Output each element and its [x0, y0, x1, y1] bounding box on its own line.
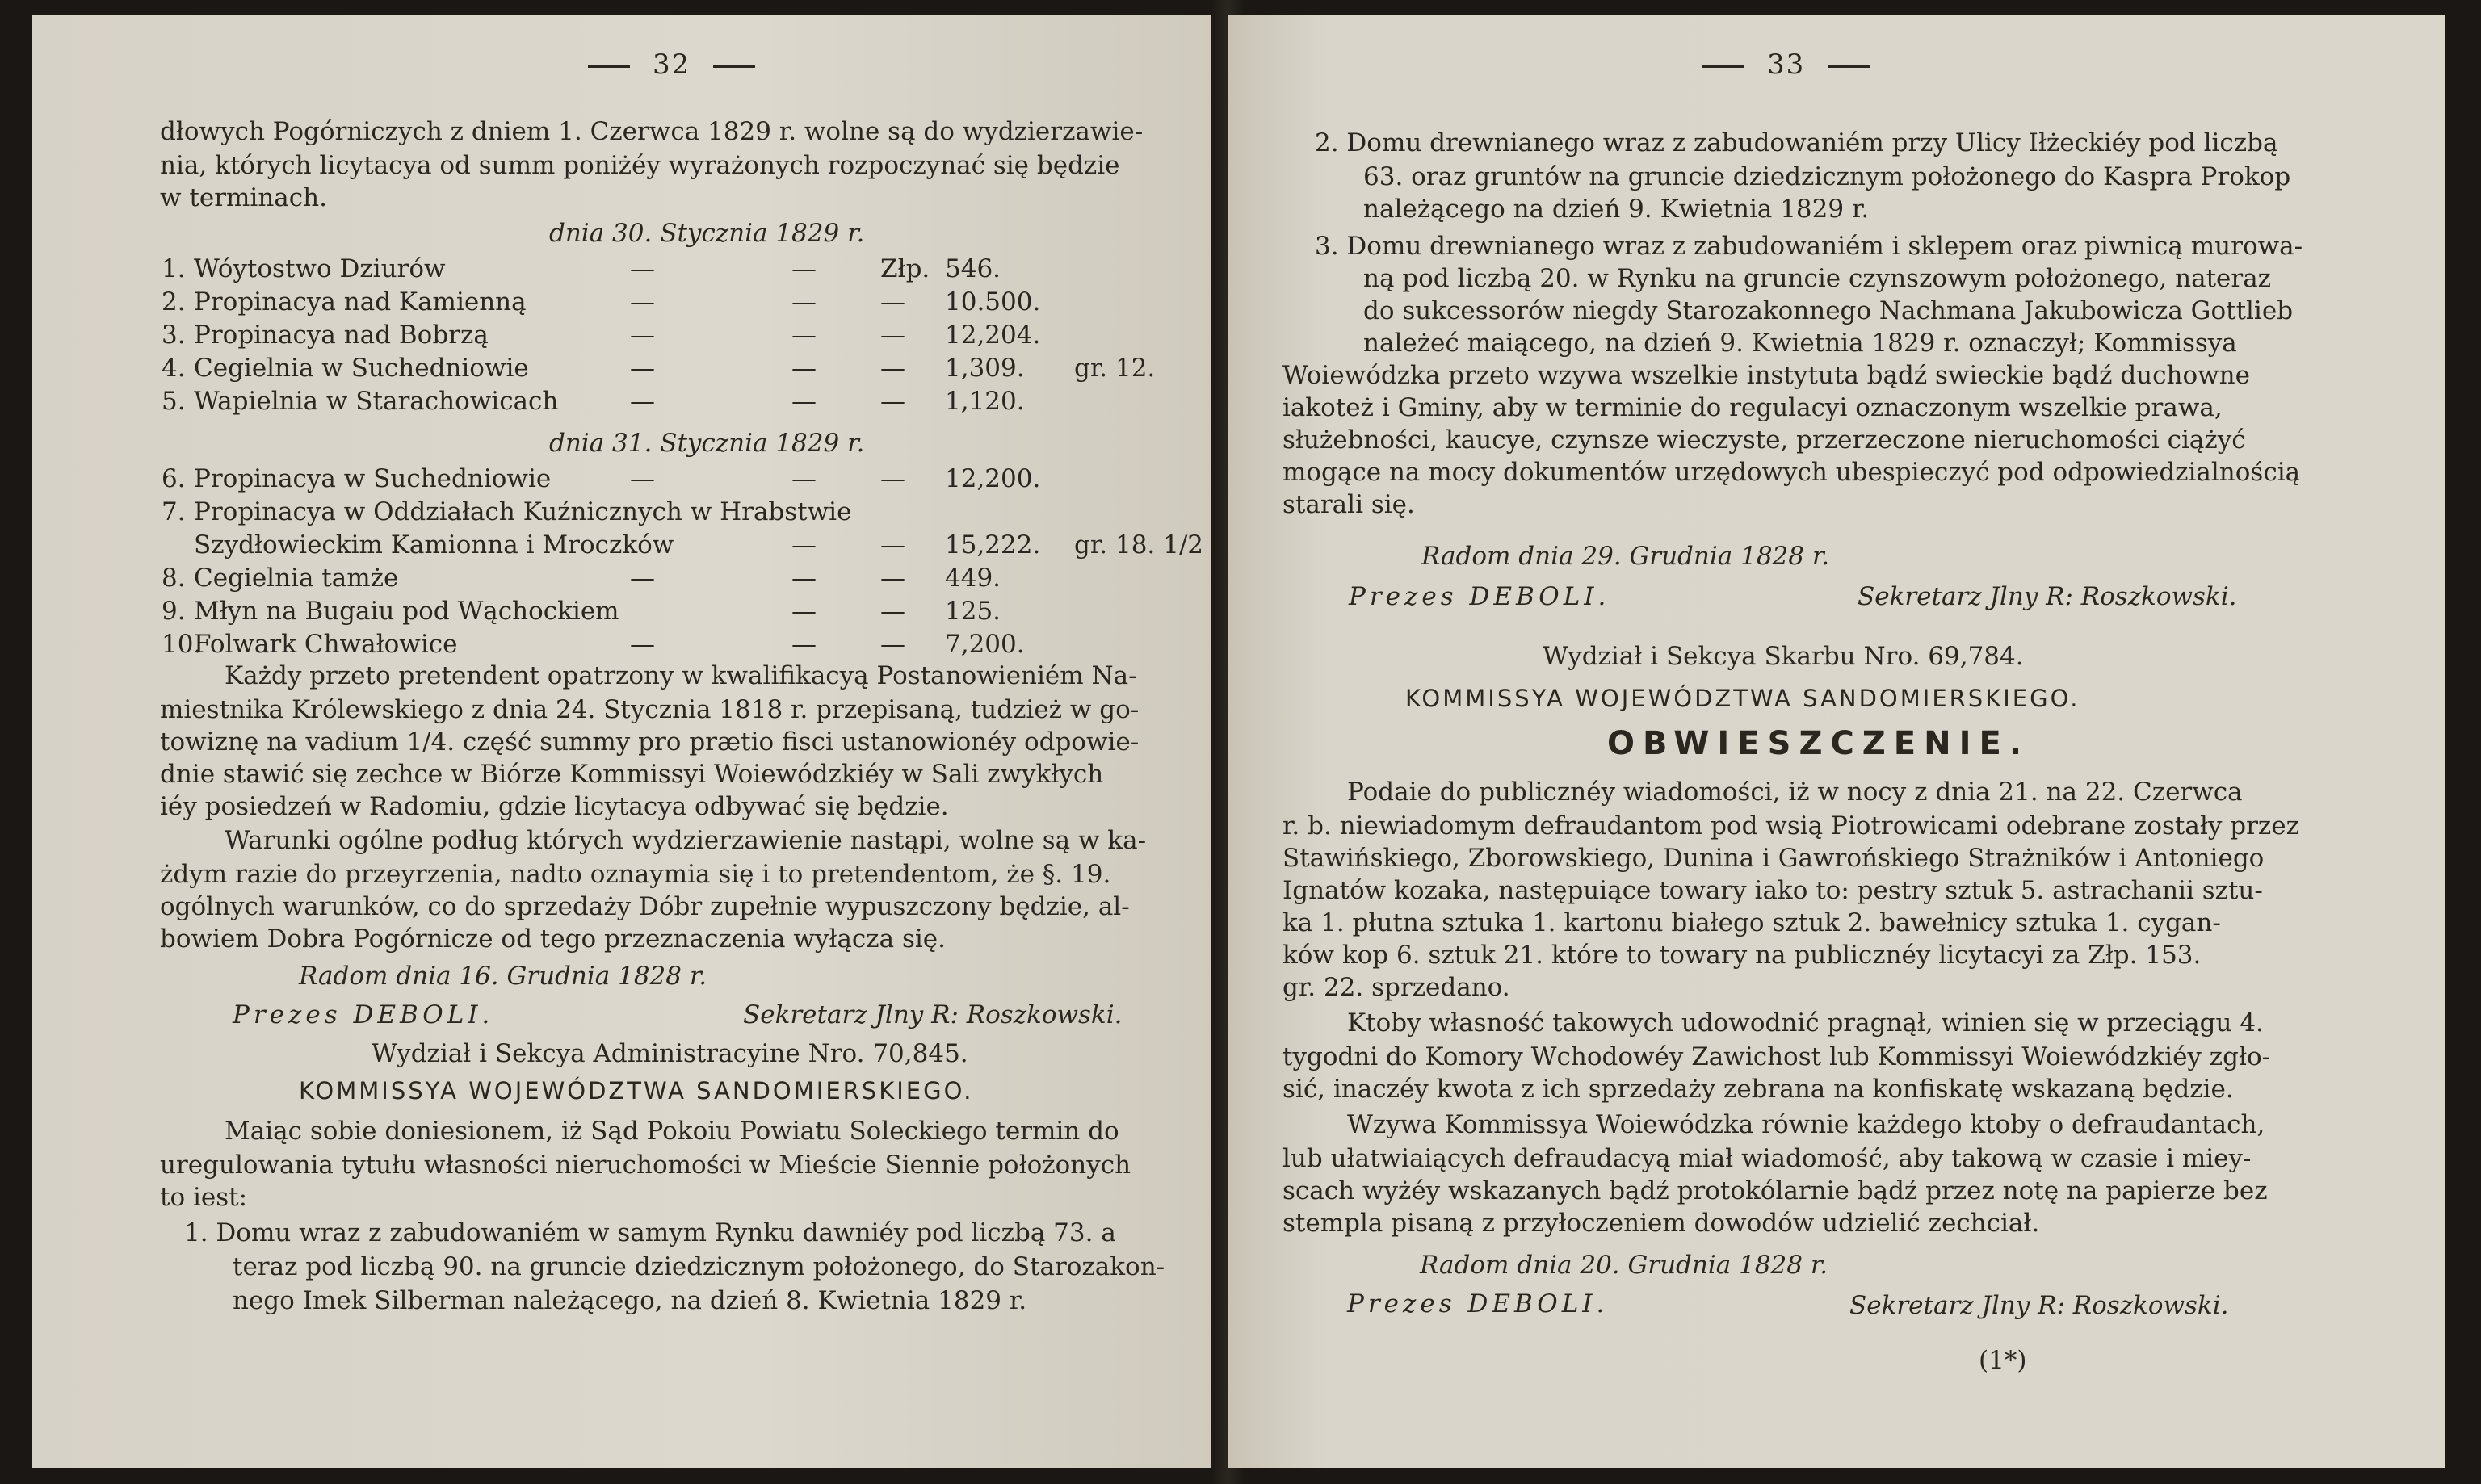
body-line: stempla pisaną z przyłoczeniem dowodów udzielić zechciał.: [1282, 1209, 2040, 1238]
item-number: 1.: [162, 254, 186, 283]
body-line: mogące na mocy dokumentów urzędowych ubespieczyć pod odpowiedzialnością: [1282, 458, 2301, 487]
body-line: Maiąc sobie doniesionem, iż Sąd Pokoiu Powiatu Soleckiego termin do: [225, 1117, 1119, 1146]
body-line: żdym razie do przeyrzenia, nadto oznaymia się i to pretendentom, że §. 19.: [160, 860, 1111, 889]
dash-col: —: [630, 354, 655, 383]
item-number: 8.: [162, 564, 186, 593]
dash-col: —: [791, 287, 817, 317]
groszy: gr. 12.: [1074, 354, 1156, 383]
item-name: Propinacya nad Kamienną: [194, 287, 527, 317]
president-signature: Prezes DEBOLI.: [1349, 582, 1610, 611]
amount: 125.: [945, 597, 1001, 626]
currency: —: [880, 630, 905, 659]
dash-col: —: [791, 387, 817, 416]
body-line: scach wyżéy wskazanych bądź protokólarnie bądź przez notę na papierze bez: [1282, 1176, 2268, 1205]
right-page-number: 33: [1680, 48, 1892, 81]
item-number: 6.: [162, 464, 186, 493]
amount: 546.: [945, 254, 1001, 283]
auction-item-row: [32, 287, 1163, 317]
body-line: nego Imek Silberman należącego, na dzień 8. Kwietnia 1829 r.: [233, 1286, 1027, 1315]
dash-col: —: [630, 387, 655, 416]
groszy: gr. 18. 1/2: [1074, 530, 1204, 560]
currency: —: [880, 564, 905, 593]
item-name: Folwark Chwałowice: [194, 630, 458, 659]
item-number: 4.: [162, 354, 186, 383]
dash-col: —: [630, 321, 655, 350]
auction-item-row: [32, 596, 1163, 627]
body-line: 3. Domu drewnianego wraz z zabudowaniém i sklepem oraz piwnicą murowa-: [1315, 232, 2303, 261]
secretary-signature: Sekretarz Jlny R: Roszkowski.: [743, 1000, 1123, 1029]
president-signature: Prezes DEBOLI.: [233, 1000, 494, 1029]
intro-line: w terminach.: [160, 183, 327, 212]
body-line: Woiewódzka przeto wzywa wszelkie instytuta bądź swieckie bądź duchowne: [1282, 361, 2250, 390]
auction-item-row: [32, 320, 1163, 350]
dash-col: —: [630, 254, 655, 283]
body-line: to iest:: [160, 1183, 248, 1212]
body-line: Każdy przeto pretendent opatrzony w kwalifikacyą Postanowieniém Na-: [225, 661, 1137, 690]
body-line: iakoteż i Gminy, aby w terminie do regulacyi oznaczonym wszelkie prawa,: [1282, 393, 2223, 422]
auction-date-2: dnia 31. Stycznia 1829 r.: [549, 429, 865, 458]
body-line: ków kop 6. sztuk 21. które to towary na publicznéy licytacyi za Złp. 153.: [1282, 941, 2202, 970]
intro-line: dłowych Pogórniczych z dniem 1. Czerwca 1829 r. wolne są do wydzierzawie-: [160, 117, 1144, 146]
auction-item-row: [32, 254, 1163, 284]
commission-heading: KOMMISSYA WOJEWÓDZTWA SANDOMIERSKIEGO.: [1405, 685, 2080, 712]
body-line: ogólnych warunków, co do sprzedaży Dóbr zupełnie wypuszczony będzie, al-: [160, 892, 1130, 921]
item-name: Cegielnia tamże: [194, 564, 399, 593]
secretary-signature: Sekretarz Jlny R: Roszkowski.: [1849, 1291, 2229, 1320]
currency: —: [880, 287, 905, 317]
auction-item-row: [32, 629, 1163, 660]
dash-col: —: [791, 597, 817, 626]
amount: 12,200.: [945, 464, 1041, 493]
body-line: 63. oraz gruntów na gruncie dziedzicznym położonego do Kaspra Prokop: [1363, 162, 2291, 191]
signature-mark: (1*): [1979, 1346, 2027, 1375]
commission-heading: KOMMISSYA WOJEWÓDZTWA SANDOMIERSKIEGO.: [299, 1077, 974, 1105]
item-name: Propinacya w Suchedniowie: [194, 464, 552, 493]
auction-item-row: [32, 497, 1163, 527]
department-line: Wydział i Sekcya Skarbu Nro. 69,784.: [1543, 642, 2024, 671]
body-line: miestnika Królewskiego z dnia 24. Stycznia 1818 r. przepisaną, tudzież w go-: [160, 695, 1140, 724]
place-date: Radom dnia 29. Grudnia 1828 r.: [1421, 542, 1830, 571]
dash-col: —: [630, 287, 655, 317]
amount: 1,120.: [945, 387, 1025, 416]
body-line: dnie stawić się zechce w Biórze Kommissyi Woiewódzkiéy w Sali zwykłych: [160, 760, 1104, 789]
auction-item-row: [32, 530, 1204, 560]
auction-item-row: [32, 563, 1163, 593]
body-line: uregulowania tytułu własności nieruchomości w Mieście Siennie położonych: [160, 1151, 1131, 1180]
amount: 449.: [945, 564, 1001, 593]
body-line: do sukcessorów niegdy Starozakonnego Nachmana Jakubowicza Gottlieb: [1363, 296, 2294, 325]
amount: 1,309.: [945, 354, 1025, 383]
body-line: r. b. niewiadomym defraudantom pod wsią Piotrowicami odebrane zostały przez: [1282, 811, 2299, 841]
body-line: lub ułatwiaiących defraudacyą miał wiadomość, aby takową w czasie i miey-: [1282, 1144, 2252, 1173]
currency: —: [880, 321, 905, 350]
dash-col: —: [791, 464, 817, 493]
body-line: tygodni do Komory Wchodowéy Zawichost lub Kommissyi Woiewódzkiéy zgło-: [1282, 1042, 2271, 1071]
place-date: Radom dnia 16. Grudnia 1828 r.: [299, 962, 707, 991]
dash-col: —: [630, 630, 655, 659]
body-line: gr. 22. sprzedano.: [1282, 973, 1510, 1002]
left-page: [32, 15, 1228, 1468]
auction-item-row: [32, 353, 1163, 384]
auction-date-1: dnia 30. Stycznia 1829 r.: [549, 219, 865, 248]
amount: 7,200.: [945, 630, 1025, 659]
item-name: Młyn na Bugaiu pod Wąchockiem: [194, 597, 619, 626]
body-line: Stawińskiego, Zborowskiego, Dunina i Gawrońskiego Strażników i Antoniego: [1282, 844, 2265, 873]
dash-col: —: [791, 630, 817, 659]
body-line: ka 1. płutna sztuka 1. kartonu białego sztuk 2. bawełnicy sztuka 1. cygan-: [1282, 908, 2221, 937]
body-line: Warunki ogólne podług których wydzierzawienie nastąpi, wolne są w ka-: [225, 826, 1147, 855]
dash-col: —: [791, 254, 817, 283]
amount: 15,222.: [945, 530, 1041, 560]
currency: —: [880, 464, 905, 493]
body-line: sić, inaczéy kwota z ich sprzedaży zebrana na konfiskatę wskazaną będzie.: [1282, 1075, 2234, 1104]
body-line: Podaie do publicznéy wiadomości, iż w nocy z dnia 21. na 22. Czerwca: [1347, 778, 2243, 807]
currency: —: [880, 597, 905, 626]
dash-col: —: [791, 564, 817, 593]
dash-col: —: [791, 354, 817, 383]
body-line: iéy posiedzeń w Radomiu, gdzie licytacya odbywać się będzie.: [160, 792, 949, 821]
right-page: [1228, 15, 2445, 1468]
body-line: teraz pod liczbą 90. na gruncie dziedzicznym położonego, do Starozakon-: [233, 1252, 1165, 1281]
auction-item-row: [32, 386, 1163, 417]
item-name: Wóytostwo Dziurów: [194, 254, 446, 283]
item-name: Cegielnia w Suchedniowie: [194, 354, 529, 383]
item-name: Szydłowieckim Kamionna i Mroczków: [194, 530, 674, 560]
dash-col: —: [791, 321, 817, 350]
body-line: należeć maiącego, na dzień 9. Kwietnia 1829 r. oznaczył; Kommissya: [1363, 329, 2237, 358]
amount: 10.500.: [945, 287, 1041, 317]
auction-item-row: [32, 463, 1163, 494]
department-line: Wydział i Sekcya Administracyine Nro. 70,845.: [372, 1039, 968, 1068]
item-number: 7.: [162, 497, 186, 526]
currency: Złp.: [880, 254, 930, 283]
body-line: 1. Domu wraz z zabudowaniém w samym Rynku dawniéy pod liczbą 73. a: [184, 1218, 1116, 1247]
item-name: Propinacya w Oddziałach Kuźnicznych w Hrabstwie: [194, 497, 852, 526]
item-number: 10.: [162, 630, 202, 659]
body-line: Ktoby własność takowych udowodnić pragnął, winien się w przeciągu 4.: [1347, 1008, 2264, 1038]
currency: —: [880, 354, 905, 383]
body-line: ną pod liczbą 20. w Rynku na gruncie czynszowym położonego, nateraz: [1363, 264, 2272, 293]
body-line: służebności, kaucye, czynsze wieczyste, przerzeczone nieruchomości ciążyć: [1282, 425, 2246, 455]
body-line: towiznę na vadium 1/4. część summy pro prætio fisci ustanowionéy odpowie-: [160, 727, 1140, 757]
body-line: należącego na dzień 9. Kwietnia 1829 r.: [1363, 195, 1870, 224]
dash-col: —: [630, 464, 655, 493]
left-page-number: 32: [565, 48, 778, 81]
item-name: Wapielnia w Starachowicach: [194, 387, 559, 416]
notice-title: OBWIESZCZENIE.: [1607, 725, 2030, 762]
amount: 12,204.: [945, 321, 1041, 350]
body-line: Wzywa Kommissya Woiewódzka równie każdego ktoby o defraudantach,: [1347, 1110, 2265, 1139]
dash-col: —: [791, 530, 817, 560]
item-number: 5.: [162, 387, 186, 416]
currency: —: [880, 387, 905, 416]
place-date: Radom dnia 20. Grudnia 1828 r.: [1420, 1251, 1828, 1280]
president-signature: Prezes DEBOLI.: [1347, 1289, 1609, 1318]
dash-col: —: [630, 564, 655, 593]
body-line: starali się.: [1282, 490, 1415, 519]
intro-line: nia, których licytacya od summ poniżéy wyrażonych rozpoczynać się będzie: [160, 151, 1120, 180]
currency: —: [880, 530, 905, 560]
body-line: bowiem Dobra Pogórnicze od tego przeznaczenia wyłącza się.: [160, 924, 946, 954]
secretary-signature: Sekretarz Jlny R: Roszkowski.: [1858, 582, 2237, 611]
item-name: Propinacya nad Bobrzą: [194, 321, 489, 350]
item-number: 3.: [162, 321, 186, 350]
item-number: 9.: [162, 597, 186, 626]
item-number: 2.: [162, 287, 186, 317]
body-line: Ignatów kozaka, następuiące towary iako to: pestry sztuk 5. astrachanii sztu-: [1282, 876, 2263, 905]
body-line: 2. Domu drewnianego wraz z zabudowaniém przy Ulicy Iłżeckiéy pod liczbą: [1315, 128, 2278, 157]
